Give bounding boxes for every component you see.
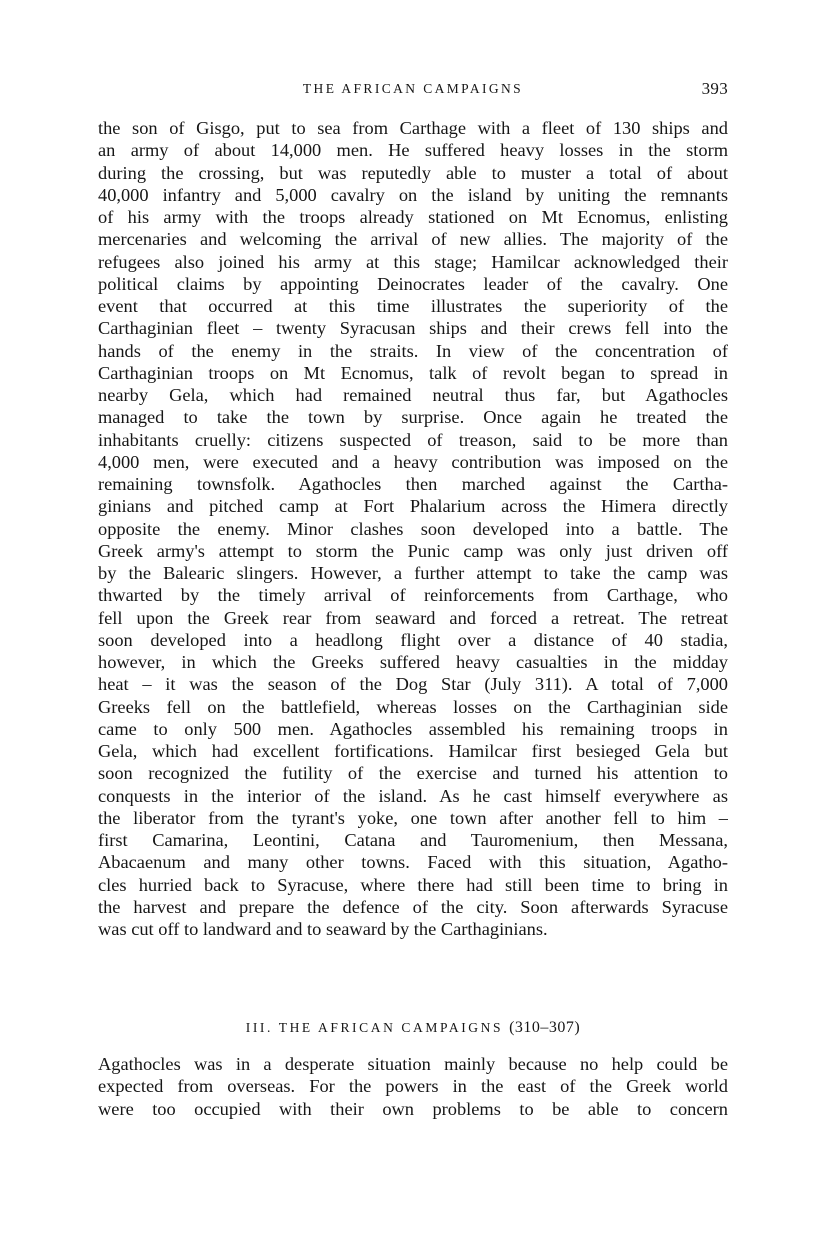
text-line: heat – it was the season of the Dog Star (July 311). A total of 7,000 bbox=[98, 674, 728, 695]
text-line: event that occurred at this time illustrates the superiority of the bbox=[98, 296, 728, 316]
text-line: however, in which the Greeks suffered heavy casualties in the midday bbox=[98, 652, 728, 672]
text-line: opposite the enemy. Minor clashes soon developed into a battle. The bbox=[98, 518, 728, 539]
section-heading-title: III. THE AFRICAN CAMPAIGNS bbox=[245, 1020, 510, 1035]
page-number: 393 bbox=[701, 79, 728, 98]
text-line: came to only 500 men. Agathocles assembled his remaining troops in bbox=[98, 718, 728, 739]
text-line: an army of about 14,000 men. He suffered heavy losses in the storm bbox=[98, 140, 728, 161]
text-line: political claims by appointing Deinocrates leader of the cavalry. One bbox=[98, 273, 728, 294]
text-line: Greek army's attempt to storm the Punic camp was only just driven off bbox=[98, 540, 728, 561]
text-line: Carthaginian fleet – twenty Syracusan ships and their crews fell into the bbox=[98, 318, 728, 339]
text-line: during the crossing, but was reputedly able to muster a total of about bbox=[98, 162, 728, 183]
text-line: the liberator from the tyrant's yoke, one town after another fell to him – bbox=[98, 807, 728, 828]
text-line: by the Balearic slingers. However, a further attempt to take the camp was bbox=[98, 563, 728, 583]
running-head bbox=[98, 80, 728, 102]
text-line: Abacaenum and many other towns. Faced with this situation, Agatho- bbox=[98, 852, 728, 873]
body-paragraph-1 bbox=[98, 117, 728, 940]
section-heading-years: (310–307) bbox=[509, 1019, 581, 1036]
text-line: Carthaginian troops on Mt Ecnomus, talk of revolt began to spread in bbox=[98, 362, 728, 383]
text-line: Greeks fell on the battlefield, whereas losses on the Carthaginian side bbox=[98, 696, 728, 717]
text-line: mercenaries and welcoming the arrival of new allies. The majority of the bbox=[98, 229, 728, 250]
text-line: the harvest and prepare the defence of the city. Soon afterwards Syracuse bbox=[98, 896, 728, 917]
text-line: remaining townsfolk. Agathocles then marched against the Cartha- bbox=[98, 474, 728, 494]
text-line: inhabitants cruelly: citizens suspected of treason, said to be more than bbox=[98, 429, 728, 450]
text-line: 40,000 infantry and 5,000 cavalry on the island by uniting the remnants bbox=[98, 184, 728, 205]
text-line: were too occupied with their own problems to be able to concern bbox=[98, 1098, 728, 1119]
text-line: conquests in the interior of the island. As he cast himself everywhere as bbox=[98, 785, 728, 806]
text-line: of his army with the troops already stationed on Mt Ecnomus, enlisting bbox=[98, 207, 728, 227]
text-line: fell upon the Greek rear from seaward and forced a retreat. The retreat bbox=[98, 607, 728, 628]
body-paragraph-2 bbox=[98, 1053, 728, 1120]
text-line: expected from overseas. For the powers in the east of the Greek world bbox=[98, 1076, 728, 1097]
text-line: soon developed into a headlong flight over a distance of 40 stadia, bbox=[98, 629, 728, 650]
text-line: managed to take the town by surprise. Once again he treated the bbox=[98, 407, 728, 428]
text-line: the son of Gisgo, put to sea from Carthage with a fleet of 130 ships and bbox=[98, 118, 728, 138]
text-line: refugees also joined his army at this stage; Hamilcar acknowledged their bbox=[98, 251, 728, 272]
running-title: THE AFRICAN CAMPAIGNS bbox=[302, 81, 524, 96]
text-line: soon recognized the futility of the exercise and turned his attention to bbox=[98, 763, 728, 784]
text-line: Agathocles was in a desperate situation mainly because no help could be bbox=[98, 1054, 728, 1074]
text-line: thwarted by the timely arrival of reinforcements from Carthage, who bbox=[98, 585, 728, 606]
text-line: nearby Gela, which had remained neutral thus far, but Agathocles bbox=[98, 385, 728, 405]
section-heading bbox=[98, 1017, 728, 1039]
text-line: hands of the enemy in the straits. In view of the concentration of bbox=[98, 340, 728, 361]
text-line: was cut off to landward and to seaward by the Carthaginians. bbox=[98, 919, 548, 939]
text-line: first Camarina, Leontini, Catana and Tauromenium, then Messana, bbox=[98, 830, 728, 850]
text-line: 4,000 men, were executed and a heavy contribution was imposed on the bbox=[98, 451, 728, 472]
text-line: Gela, which had excellent fortifications. Hamilcar first besieged Gela but bbox=[98, 741, 728, 761]
text-line: cles hurried back to Syracuse, where there had still been time to bring in bbox=[98, 874, 728, 895]
text-line: ginians and pitched camp at Fort Phalarium across the Himera directly bbox=[98, 496, 728, 517]
